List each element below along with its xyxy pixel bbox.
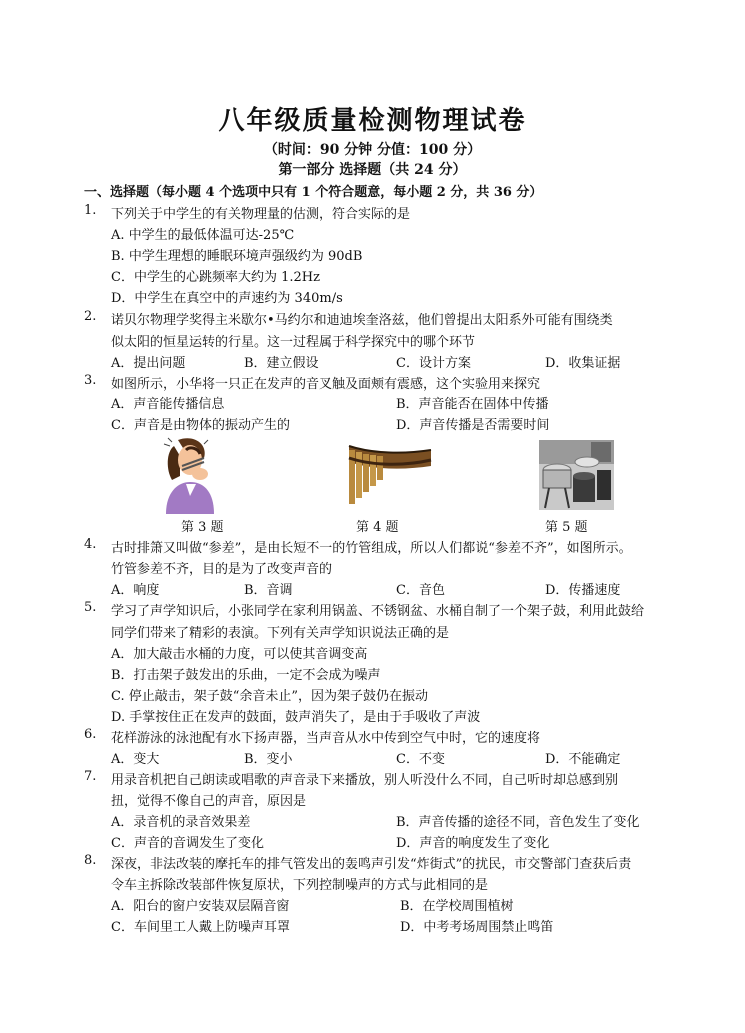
option-d: D．中学生在真空中的声速约为 340m/s — [111, 291, 343, 306]
question-stem: 下列关于中学生的有关物理量的估测，符合实际的是 — [111, 207, 411, 222]
option-a: A．声音能传播信息 — [111, 397, 225, 412]
option-b: B．变小 — [244, 752, 293, 767]
option-a: A. 中学生的最低体温可达-25℃ — [111, 228, 295, 243]
option-a: A．阳台的窗户安装双层隔音窗 — [111, 899, 290, 914]
question-stem: 学习了声学知识后，小张同学在家利用锅盖、不锈钢盆、水桶自制了一个架子鼓，利用此鼓给 — [111, 604, 645, 619]
option-d: D. 手掌按住正在发声的鼓面，鼓声消失了，是由于手吸收了声波 — [111, 710, 481, 725]
question-stem: 古时排箫又叫做“参差”，是由长短不一的竹管组成，所以人们都说“参差不齐”，如图所示。 — [111, 541, 632, 556]
figure-caption-3: 第 3 题 — [181, 520, 224, 535]
option-c: C．设计方案 — [396, 356, 471, 371]
option-b: B．声音传播的途径不同，音色发生了变化 — [396, 815, 640, 830]
option-d: D．传播速度 — [545, 583, 621, 598]
question-stem: 花样游泳的泳池配有水下扬声器，当声音从水中传到空气中时，它的速度将 — [111, 731, 541, 746]
question-number: 8. — [84, 853, 97, 868]
question-number: 7. — [84, 769, 97, 784]
exam-time-score: （时间：90 分钟 分值：100 分） — [263, 142, 482, 158]
option-b: B. 中学生理想的睡眠环境声强级约为 90dB — [111, 249, 363, 264]
part-heading: 第一部分 选择题（共 24 分） — [278, 162, 467, 178]
option-a: A．变大 — [111, 752, 160, 767]
pan-flute-illustration — [343, 440, 435, 510]
option-a: A．加大敲击水桶的力度，可以使其音调变高 — [111, 647, 368, 662]
option-b: B．声音能否在固体中传播 — [396, 397, 549, 412]
question-number: 4. — [84, 537, 97, 552]
option-c: C．中学生的心跳频率大约为 1.2Hz — [111, 270, 320, 285]
option-c: C．不变 — [396, 752, 445, 767]
option-d: D．声音的响度发生了变化 — [396, 836, 550, 851]
option-c: C．声音是由物体的振动产生的 — [111, 418, 290, 433]
question-number: 2. — [84, 309, 97, 324]
section-heading: 一、选择题（每小题 4 个选项中只有 1 个符合题意，每小题 2 分，共 36 分） — [84, 185, 543, 200]
question-stem-cont: 令车主拆除改装部件恢复原状，下列控制噪声的方式与此相同的是 — [111, 878, 489, 893]
option-c: C．声音的音调发生了变化 — [111, 836, 264, 851]
question-stem: 用录音机把自己朗读或唱歌的声音录下来播放，别人听没什么不同，自己听时却总感到别 — [111, 773, 619, 788]
option-d: D．收集证据 — [545, 356, 621, 371]
option-b: B．打击架子鼓发出的乐曲，一定不会成为噪声 — [111, 668, 381, 683]
option-b: B．音调 — [244, 583, 293, 598]
option-b: B．建立假设 — [244, 356, 319, 371]
question-number: 5. — [84, 600, 97, 615]
question-number: 3. — [84, 373, 97, 388]
girl-tuning-fork-illustration — [160, 436, 218, 514]
figure-caption-5: 第 5 题 — [545, 520, 588, 535]
option-a: A．响度 — [111, 583, 160, 598]
question-stem: 如图所示，小华将一只正在发声的音叉触及面颊有震感，这个实验用来探究 — [111, 377, 541, 392]
question-stem: 深夜，非法改装的摩托车的排气管发出的轰鸣声引发“炸街式”的扰民，市交警部门查获后责 — [111, 857, 632, 872]
option-c: C．车间里工人戴上防噪声耳罩 — [111, 920, 290, 935]
question-stem: 诺贝尔物理学奖得主米歇尔•马约尔和迪迪埃奎洛兹，他们曾提出太阳系外可能有围绕类 — [111, 313, 613, 328]
option-d: D．不能确定 — [545, 752, 621, 767]
option-a: A．录音机的录音效果差 — [111, 815, 251, 830]
question-stem-cont: 同学们带来了精彩的表演。下列有关声学知识说法正确的是 — [111, 626, 450, 641]
question-stem-cont: 竹管参差不齐，目的是为了改变声音的 — [111, 562, 333, 577]
figure-caption-4: 第 4 题 — [356, 520, 399, 535]
question-number: 1. — [84, 203, 97, 218]
question-stem-cont: 似太阳的恒星运转的行星。这一过程属于科学探究中的哪个环节 — [111, 335, 476, 350]
question-number: 6. — [84, 727, 97, 742]
option-a: A．提出问题 — [111, 356, 186, 371]
exam-title: 八年级质量检测物理试卷 — [218, 106, 527, 136]
option-d: D．声音传播是否需要时间 — [396, 418, 550, 433]
drum-kit-photo — [539, 440, 614, 510]
option-b: B．在学校周围植树 — [400, 899, 514, 914]
option-d: D．中考考场周围禁止鸣笛 — [400, 920, 554, 935]
option-c: C．音色 — [396, 583, 445, 598]
option-c: C. 停止敲击，架子鼓“余音未止”，因为架子鼓仍在振动 — [111, 689, 429, 704]
question-stem-cont: 扭，觉得不像自己的声音，原因是 — [111, 794, 307, 809]
